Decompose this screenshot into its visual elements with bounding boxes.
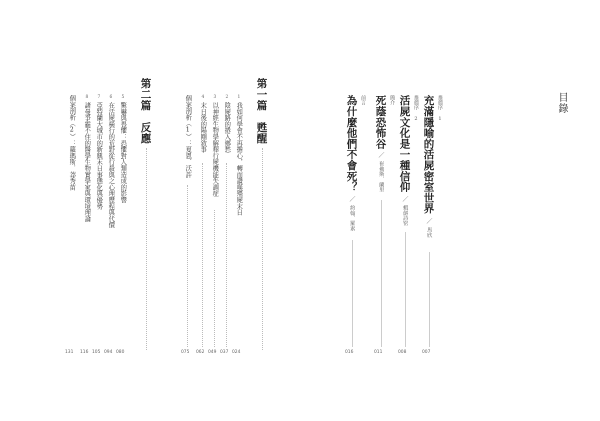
leader-line [429,252,430,347]
separator: ／ [401,196,408,202]
separator: ／ [348,196,355,202]
intro-label: 簡介 [389,95,395,105]
chapter-number: 3 [212,95,218,100]
leader-line [381,200,382,347]
preface-author: 約翰．羅素 [349,205,356,231]
leader-line [202,163,203,347]
case-study-2-page: 131 [65,350,74,355]
chapter-8-title[interactable]: 諸曼爭霸不住的醫學生物實學家與環境理論 [83,102,91,222]
chapter-2-page: 037 [220,350,229,355]
chapter-5-title[interactable]: 驚嚇與畏懼：恐懼對人類造成的影響 [119,102,127,203]
leader-line [352,240,353,347]
separator: ／ [425,218,432,224]
chapter-1-title[interactable]: 我如何學會不再擔心，轉而讚嘆殭屍末日 [235,102,243,216]
part-1-rule [262,148,263,350]
chapter-8-page: 116 [80,350,89,355]
chapter-number: 2 [224,95,230,100]
preface-label: 前言 [360,95,366,105]
chapter-5-page: 080 [116,350,125,355]
foreword-2-title[interactable]: 活屍文化是一種信仰 [398,95,411,193]
leader-line [187,185,188,347]
separator: ／ [377,152,384,158]
part-2-rule [146,148,147,350]
chapter-number: 5 [120,95,126,100]
chapter-7-title[interactable]: 亞特蘭大城市的新興末日事態化與優勢 [95,102,103,210]
chapter-number: 4 [200,95,206,100]
foreword-1-page: 007 [422,350,431,355]
leader-line [226,163,227,347]
intro-page: 011 [374,350,383,355]
foreword-1-label: 推薦序 1 [437,95,443,122]
chapter-number: 7 [96,95,102,100]
chapter-6-page: 094 [104,350,113,355]
chapter-number: 6 [108,95,114,100]
preface-page: 016 [345,350,354,355]
chapter-4-title[interactable]: 末日後的陽剛敘事 [199,102,207,153]
case-study-1[interactable]: 個案剖析（1）：夏恩．沃許 [184,95,192,178]
intro-author: 崔佛斯．蘭里 [378,161,385,193]
chapter-2-title[interactable]: 陰屍路的捲入鄉愁 [223,102,231,153]
foreword-2-page: 008 [398,350,407,355]
chapter-6-title[interactable]: 在活屍橫行的荒野從行殺與之心理歷程與代價 [107,102,115,228]
chapter-1-page: 024 [232,350,241,355]
foreword-2-label: 推薦序 2 [413,95,419,122]
toc-title: 目錄 [556,92,567,114]
chapter-7-page: 105 [92,350,101,355]
chapter-number: 8 [84,95,90,100]
chapter-3-title[interactable]: 以神經生物學解釋行屍機能失調症 [211,102,219,197]
case-study-1-page: 075 [181,350,190,355]
chapter-3-page: 049 [208,350,217,355]
chapter-number: 1 [236,95,242,100]
part-2-title[interactable]: 第二篇 反應 [139,78,152,144]
part-1-title[interactable]: 第一篇 甦醒 [255,78,268,144]
leader-line [405,232,406,347]
intro-title[interactable]: 死蔭恐怖谷 [374,95,387,149]
leader-line [214,210,215,347]
chapter-4-page: 062 [196,350,205,355]
preface-title[interactable]: 為什麼他們不會死？ [345,95,358,193]
case-study-2[interactable]: 個案剖析（2）：蘿瑪斯．莽秀苗 [68,95,76,191]
foreword-2-author: 蝦餅詩密 [402,205,409,226]
foreword-1-title[interactable]: 充滿隱喻的活屍密室世界 [422,95,435,214]
foreword-1-author: 馬欣 [426,227,433,238]
